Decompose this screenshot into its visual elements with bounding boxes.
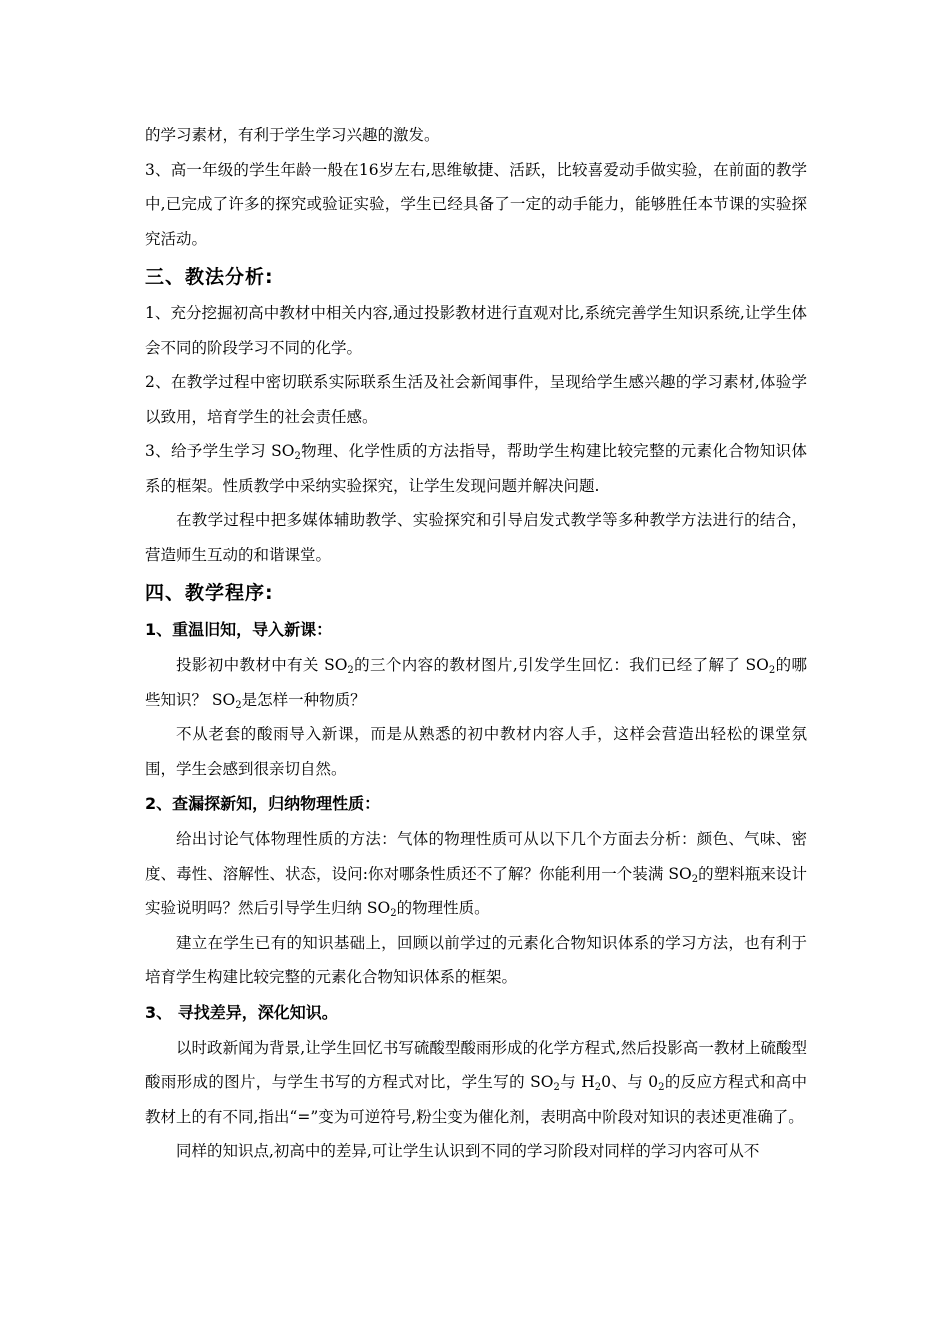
method-item-3: 3、给予学生学习 $SO_2$物理、化学性质的方法指导，帮助学生构建比较完整的元素化合物知识体系的框架。性质教学中采纳实验探究，让学生发现问题并解决问题. bbox=[145, 442, 807, 495]
section-heading-teaching-procedure: 四、教学程序: bbox=[145, 582, 274, 604]
paragraph-continuation: 的学习素材，有利于学生学习兴趣的激发。 bbox=[145, 126, 440, 144]
method-item-2: 2、在教学过程中密切联系实际联系生活及社会新闻事件，呈现给学生感兴趣的学习素材,体验学以致用，培育学生的社会责任感。 bbox=[145, 373, 807, 426]
step-1-title: 1、重温旧知，导入新课： bbox=[145, 620, 333, 639]
step-3-paragraph-2: 同样的知识点,初高中的差异,可让学生认识到不同的学习阶段对同样的学习内容可从不 bbox=[176, 1142, 760, 1160]
method-item-1: 1、充分挖掘初高中教材中相关内容,通过投影教材进行直观对比,系统完善学生知识系统,让学生体会不同的阶段学习不同的化学。 bbox=[145, 304, 807, 357]
paragraph-student-analysis-3: 3、高一年级的学生年龄一般在16岁左右,思维敏捷、活跃，比较喜爱动手做实验，在前面的教学中,已完成了许多的探究或验证实验，学生已经具备了一定的动手能力，能够胜任本节课的实验探究活动。 bbox=[145, 160, 807, 248]
step-1-paragraph-1: 投影初中教材中有关 $SO_2$的三个内容的教材图片,引发学生回忆：我们已经了解了 $SO_2$的哪些知识？ $SO_2$是怎样一种物质？ bbox=[145, 656, 807, 711]
step-3-title: 3、 寻找差异，深化知识。 bbox=[145, 1002, 338, 1022]
document-page bbox=[145, 118, 807, 1169]
step-3-paragraph-1: 以时政新闻为背景,让学生回忆书写硫酸型酸雨形成的化学方程式,然后投影高一教材上硫酸型酸雨形成的图片，与学生书写的方程式对比，学生写的 $SO_2$与 $H_20$、与 $0_2$的反应方程式和高中教材上的有不同,指出“=”变为可逆符号,粉尘变为催化剂，表明高中阶段对知识的表述更准确了。 bbox=[145, 1038, 807, 1126]
step-2-title: 2、查漏探新知，归纳物理性质： bbox=[145, 794, 381, 813]
step-2-paragraph-2: 建立在学生已有的知识基础上，回顾以前学过的元素化合物知识体系的学习方法，也有利于培育学生构建比较完整的元素化合物知识体系的框架。 bbox=[145, 933, 807, 986]
step-1-paragraph-2: 不从老套的酸雨导入新课，而是从熟悉的初中教材内容人手，这样会营造出轻松的课堂氛围，学生会感到很亲切自然。 bbox=[145, 725, 807, 778]
section-heading-teaching-method: 三、教法分析: bbox=[145, 266, 274, 288]
method-summary: 在教学过程中把多媒体辅助教学、实验探究和引导启发式教学等多种教学方法进行的结合，营造师生互动的和谐课堂。 bbox=[145, 511, 807, 564]
step-2-paragraph-1: 给出讨论气体物理性质的方法：气体的物理性质可从以下几个方面去分析：颜色、气味、密度、毒性、溶解性、状态，设问:你对哪条性质还不了解？你能利用一个装满 $SO_2$的塑料瓶来设计实验说明吗？然后引导学生归纳 $SO_2$的物理性质。 bbox=[145, 830, 807, 919]
